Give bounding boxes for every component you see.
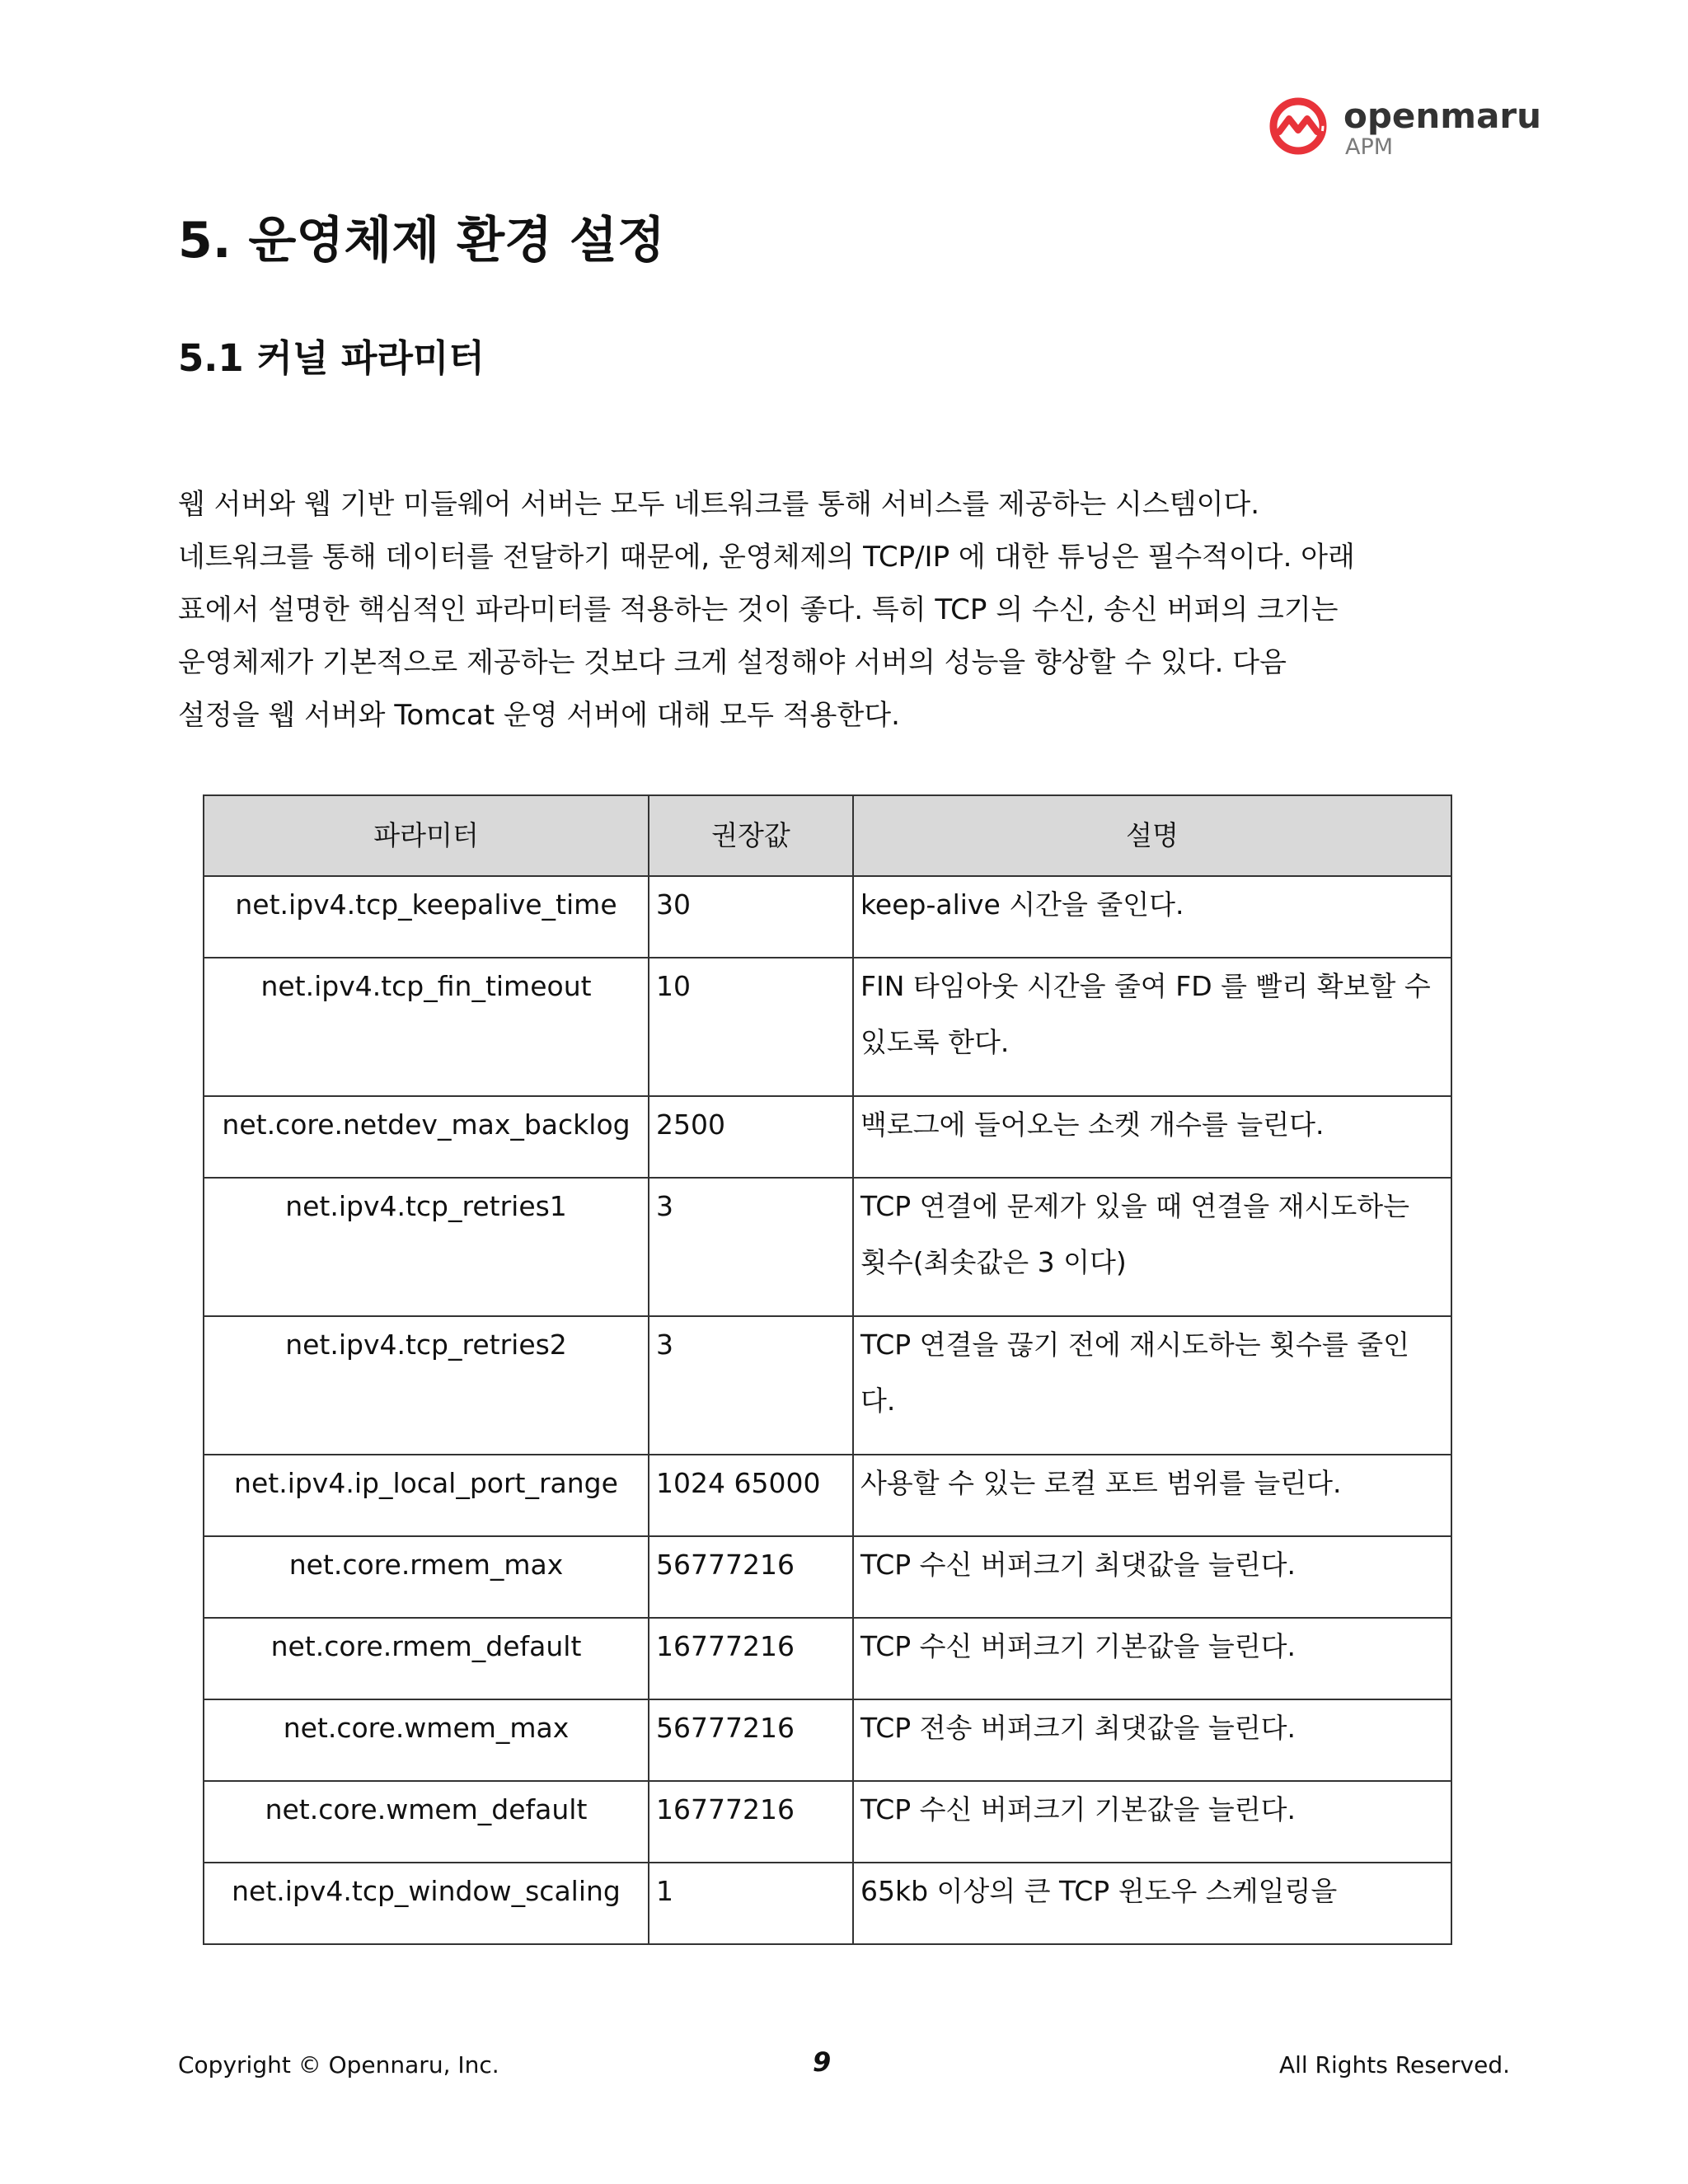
footer-page-number: 9 bbox=[813, 2046, 832, 2078]
table-row bbox=[204, 1863, 1451, 1944]
param-description: TCP 연결을 끊기 전에 재시도하는 횟수를 줄인다. bbox=[853, 1316, 1451, 1455]
section-title: 5.1 커널 파라미터 bbox=[178, 336, 485, 380]
table-row bbox=[204, 1316, 1451, 1455]
param-name: net.ipv4.tcp_window_scaling bbox=[204, 1863, 649, 1944]
param-description: TCP 수신 버퍼크기 최댓값을 늘린다. bbox=[853, 1536, 1451, 1618]
param-description: TCP 수신 버퍼크기 기본값을 늘린다. bbox=[853, 1618, 1451, 1699]
table-row bbox=[204, 1178, 1451, 1316]
param-name: net.core.wmem_max bbox=[204, 1699, 649, 1781]
param-value: 3 bbox=[649, 1178, 853, 1316]
intro-line: 설정을 웹 서버와 Tomcat 운영 서버에 대해 모두 적용한다. bbox=[178, 699, 900, 732]
param-value: 56777216 bbox=[649, 1699, 853, 1781]
param-name: net.ipv4.tcp_retries1 bbox=[204, 1178, 649, 1316]
param-value: 16777216 bbox=[649, 1781, 853, 1863]
table-row bbox=[204, 958, 1451, 1096]
openmaru-logo bbox=[1268, 96, 1542, 165]
param-description: 사용할 수 있는 로컬 포트 범위를 늘린다. bbox=[853, 1455, 1451, 1536]
header-recommended-value: 권장값 bbox=[649, 795, 853, 876]
table-row bbox=[204, 1618, 1451, 1699]
param-description: keep-alive 시간을 줄인다. bbox=[853, 876, 1451, 958]
param-description: 65kb 이상의 큰 TCP 윈도우 스케일링을 bbox=[853, 1863, 1451, 1944]
param-description: TCP 연결에 문제가 있을 때 연결을 재시도하는 횟수(최솟값은 3 이다) bbox=[853, 1178, 1451, 1316]
param-value: 2500 bbox=[649, 1096, 853, 1178]
header-parameter: 파라미터 bbox=[204, 795, 649, 876]
param-value: 16777216 bbox=[649, 1618, 853, 1699]
intro-paragraph bbox=[178, 478, 1513, 742]
param-name: net.ipv4.tcp_retries2 bbox=[204, 1316, 649, 1455]
table-row bbox=[204, 1536, 1451, 1618]
footer-rights: All Rights Reserved. bbox=[1278, 2051, 1510, 2079]
param-name: net.core.rmem_default bbox=[204, 1618, 649, 1699]
param-value: 1 bbox=[649, 1863, 853, 1944]
intro-line: 네트워크를 통해 데이터를 전달하기 때문에, 운영체제의 TCP/IP 에 대한 튜닝은 필수적이다. 아래 bbox=[178, 541, 1355, 574]
table-row bbox=[204, 1096, 1451, 1178]
param-value: 30 bbox=[649, 876, 853, 958]
param-description: TCP 수신 버퍼크기 기본값을 늘린다. bbox=[853, 1781, 1451, 1863]
param-description: FIN 타임아웃 시간을 줄여 FD 를 빨리 확보할 수 있도록 한다. bbox=[853, 958, 1451, 1096]
param-name: net.ipv4.tcp_keepalive_time bbox=[204, 876, 649, 958]
param-description: TCP 전송 버퍼크기 최댓값을 늘린다. bbox=[853, 1699, 1451, 1781]
param-value: 56777216 bbox=[649, 1536, 853, 1618]
logo-subtitle: APM bbox=[1345, 134, 1394, 160]
logo-wordmark: openmaru bbox=[1343, 96, 1542, 136]
table-row bbox=[204, 876, 1451, 958]
param-description: 백로그에 들어오는 소켓 개수를 늘린다. bbox=[853, 1096, 1451, 1178]
intro-line: 웹 서버와 웹 기반 미들웨어 서버는 모두 네트워크를 통해 서비스를 제공하는 시스템이다. bbox=[178, 488, 1260, 521]
param-name: net.core.rmem_max bbox=[204, 1536, 649, 1618]
param-name: net.ipv4.tcp_fin_timeout bbox=[204, 958, 649, 1096]
param-value: 1024 65000 bbox=[649, 1455, 853, 1536]
openmaru-logo-icon bbox=[1268, 96, 1329, 157]
table-row bbox=[204, 1781, 1451, 1863]
param-value: 10 bbox=[649, 958, 853, 1096]
intro-line: 운영체제가 기본적으로 제공하는 것보다 크게 설정해야 서버의 성능을 향상할 수 있다. 다음 bbox=[178, 646, 1287, 679]
table-row bbox=[204, 1455, 1451, 1536]
table-row bbox=[204, 1699, 1451, 1781]
param-value: 3 bbox=[649, 1316, 853, 1455]
header-description: 설명 bbox=[853, 795, 1451, 876]
footer-copyright: Copyright © Opennaru, Inc. bbox=[178, 2051, 499, 2079]
page-title: 5. 운영체제 환경 설정 bbox=[178, 212, 665, 269]
kernel-parameter-table bbox=[203, 794, 1452, 1945]
table-header-row bbox=[204, 795, 1451, 876]
intro-line: 표에서 설명한 핵심적인 파라미터를 적용하는 것이 좋다. 특히 TCP 의 수신, 송신 버퍼의 크기는 bbox=[178, 593, 1339, 626]
param-name: net.core.wmem_default bbox=[204, 1781, 649, 1863]
param-name: net.ipv4.ip_local_port_range bbox=[204, 1455, 649, 1536]
param-name: net.core.netdev_max_backlog bbox=[204, 1096, 649, 1178]
